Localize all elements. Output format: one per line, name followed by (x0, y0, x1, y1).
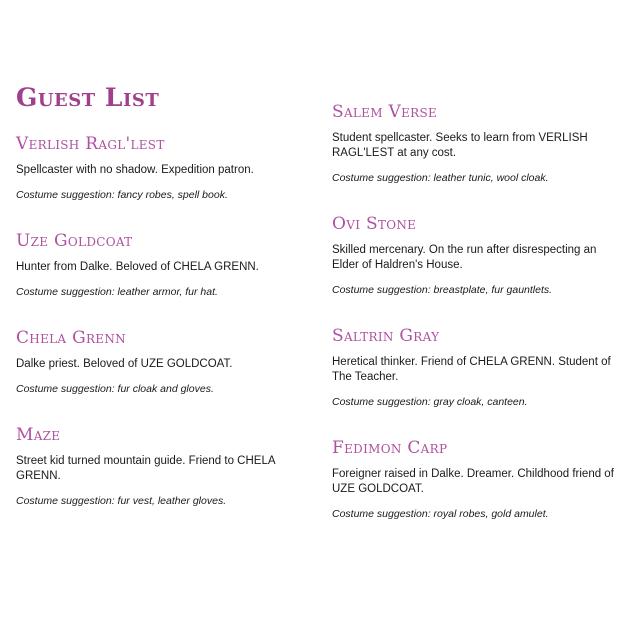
guest-name: Salem Verse (332, 102, 438, 122)
guest-entry (332, 214, 620, 326)
guest-description: Student spellcaster. Seeks to learn from VERLISH RAGL'LEST at any cost. (332, 132, 588, 159)
guest-costume: Costume suggestion: fancy robes, spell book. (16, 189, 228, 201)
guest-costume: Costume suggestion: fur cloak and gloves. (16, 383, 214, 395)
guest-costume: Costume suggestion: fur vest, leather gloves. (16, 495, 227, 507)
guest-description: Skilled mercenary. On the run after disrespecting an Elder of Haldren's House. (332, 244, 597, 271)
guest-costume: Costume suggestion: royal robes, gold amulet. (332, 508, 549, 520)
guest-costume: Costume suggestion: breastplate, fur gauntlets. (332, 284, 553, 296)
guest-costume: Costume suggestion: gray cloak, canteen. (332, 396, 528, 408)
left-column (16, 84, 306, 522)
guest-entry (332, 326, 620, 438)
guest-description: Street kid turned mountain guide. Friend to CHELA GRENN. (16, 455, 275, 482)
guest-name: Ovi Stone (332, 214, 417, 234)
guest-entry (332, 438, 620, 550)
guest-entry (16, 134, 306, 231)
guest-description: Dalke priest. Beloved of UZE GOLDCOAT. (16, 358, 233, 370)
guest-name: Fedimon Carp (332, 438, 448, 458)
page-title: Guest List (16, 83, 160, 112)
guest-description: Spellcaster with no shadow. Expedition patron. (16, 164, 254, 176)
guest-costume: Costume suggestion: leather tunic, wool cloak. (332, 172, 549, 184)
guest-costume: Costume suggestion: leather armor, fur hat. (16, 286, 218, 298)
guest-name: Maze (16, 425, 61, 445)
guest-entry (16, 328, 306, 425)
guest-description: Heretical thinker. Friend of CHELA GRENN. Student of The Teacher. (332, 356, 611, 383)
guest-description: Hunter from Dalke. Beloved of CHELA GRENN. (16, 261, 259, 273)
guest-entry (16, 425, 306, 522)
guest-entry (16, 231, 306, 328)
guest-description: Foreigner raised in Dalke. Dreamer. Childhood friend of UZE GOLDCOAT. (332, 468, 614, 495)
guest-name: Uze Goldcoat (16, 231, 133, 251)
right-column (332, 102, 620, 550)
guest-name: Saltrin Gray (332, 326, 440, 346)
guest-entry (332, 102, 620, 214)
guest-name: Verlish Ragl'lest (16, 134, 165, 154)
guest-name: Chela Grenn (16, 328, 126, 348)
